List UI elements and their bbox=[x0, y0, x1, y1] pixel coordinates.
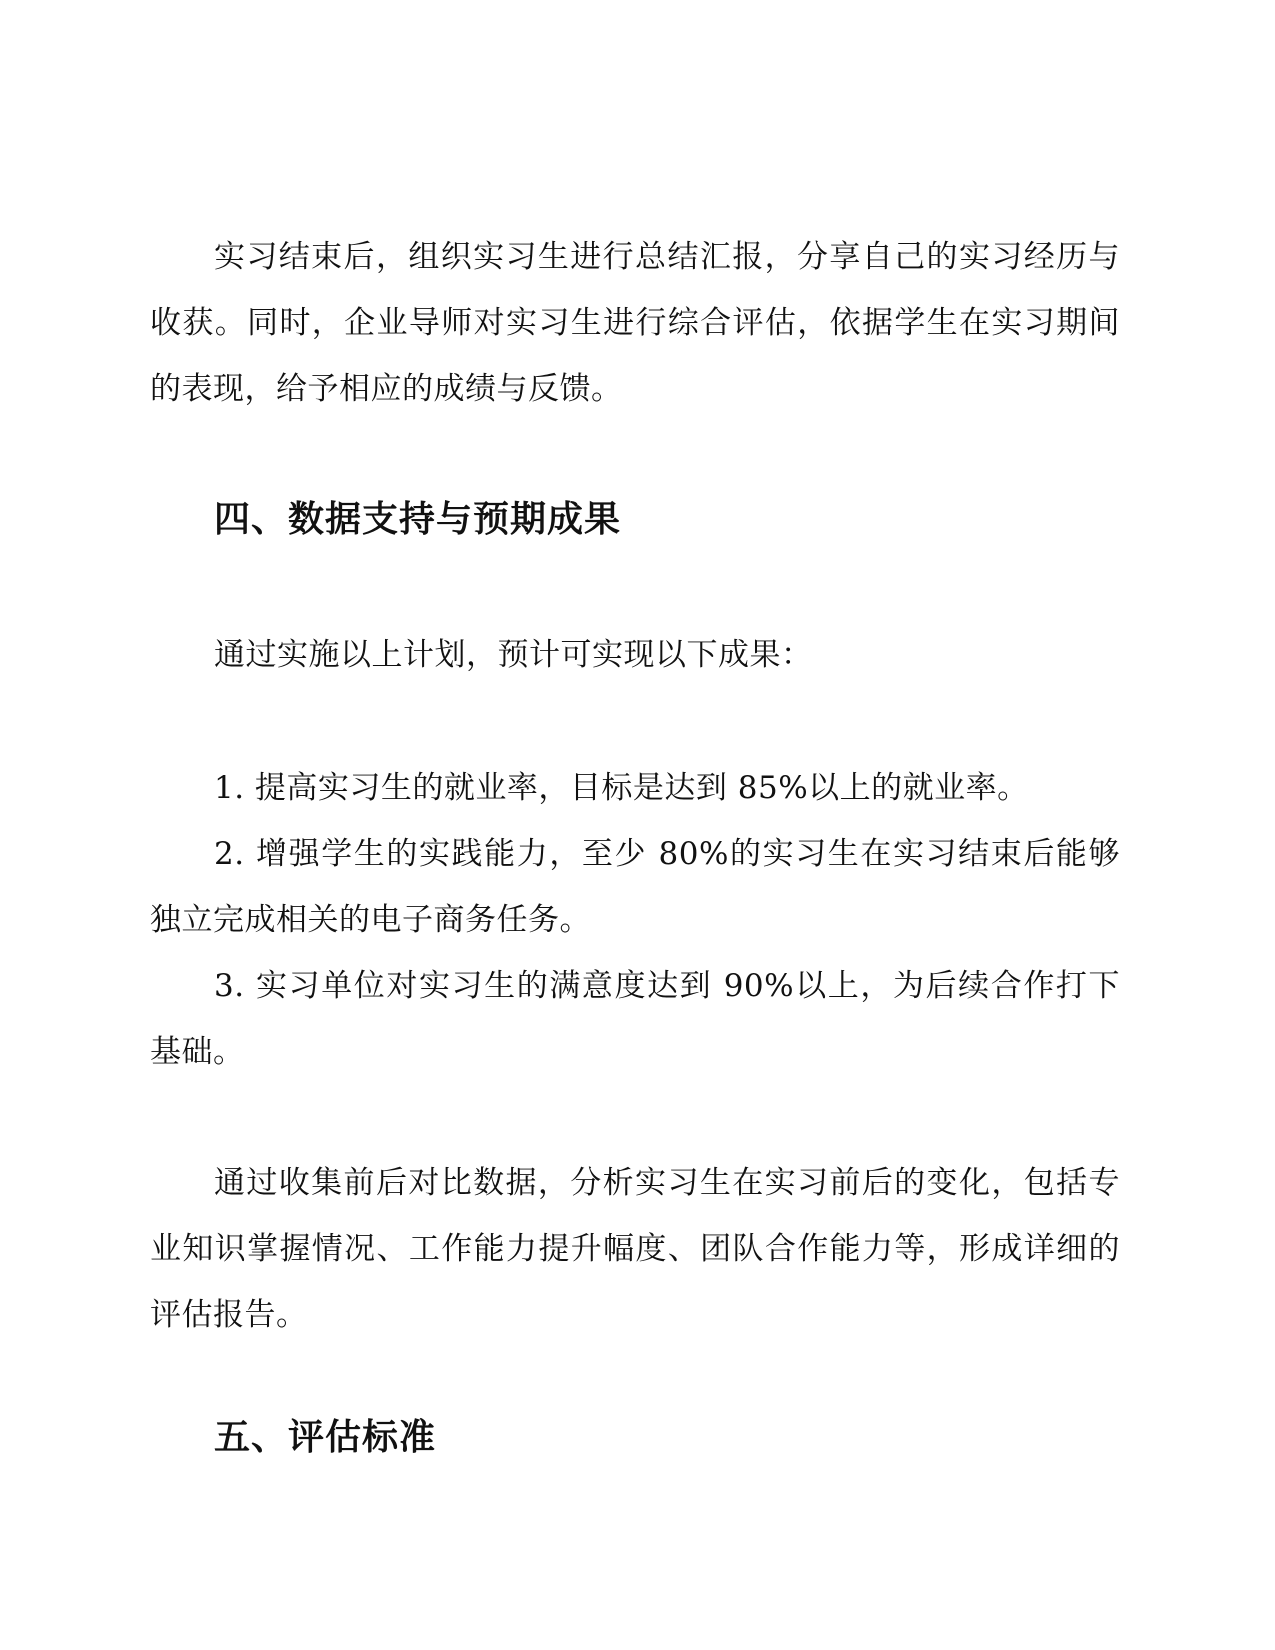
outcome-item-employment-rate: 1. 提高实习生的就业率，目标是达到 85%以上的就业率。 bbox=[214, 770, 1029, 806]
outcome-item-practical-ability: 2. 增强学生的实践能力，至少 80%的实习生在实习结束后能够独立完成相关的电子商务任务。 bbox=[150, 836, 1120, 938]
paragraph-internship-summary: 实习结束后，组织实习生进行总结汇报，分享自己的实习经历与收获。同时，企业导师对实习生进行综合评估，依据学生在实习期间的表现，给予相应的成绩与反馈。 bbox=[150, 239, 1120, 407]
paragraph-evaluation-report: 通过收集前后对比数据，分析实习生在实习前后的变化，包括专业知识掌握情况、工作能力提升幅度、团队合作能力等，形成详细的评估报告。 bbox=[150, 1165, 1120, 1333]
paragraph-expected-outcomes-intro: 通过实施以上计划，预计可实现以下成果： bbox=[214, 637, 813, 673]
section-heading-data-support: 四、数据支持与预期成果 bbox=[214, 499, 622, 540]
outcome-item-satisfaction: 3. 实习单位对实习生的满意度达到 90%以上，为后续合作打下基础。 bbox=[150, 968, 1120, 1070]
section-heading-evaluation-criteria: 五、评估标准 bbox=[214, 1417, 437, 1458]
